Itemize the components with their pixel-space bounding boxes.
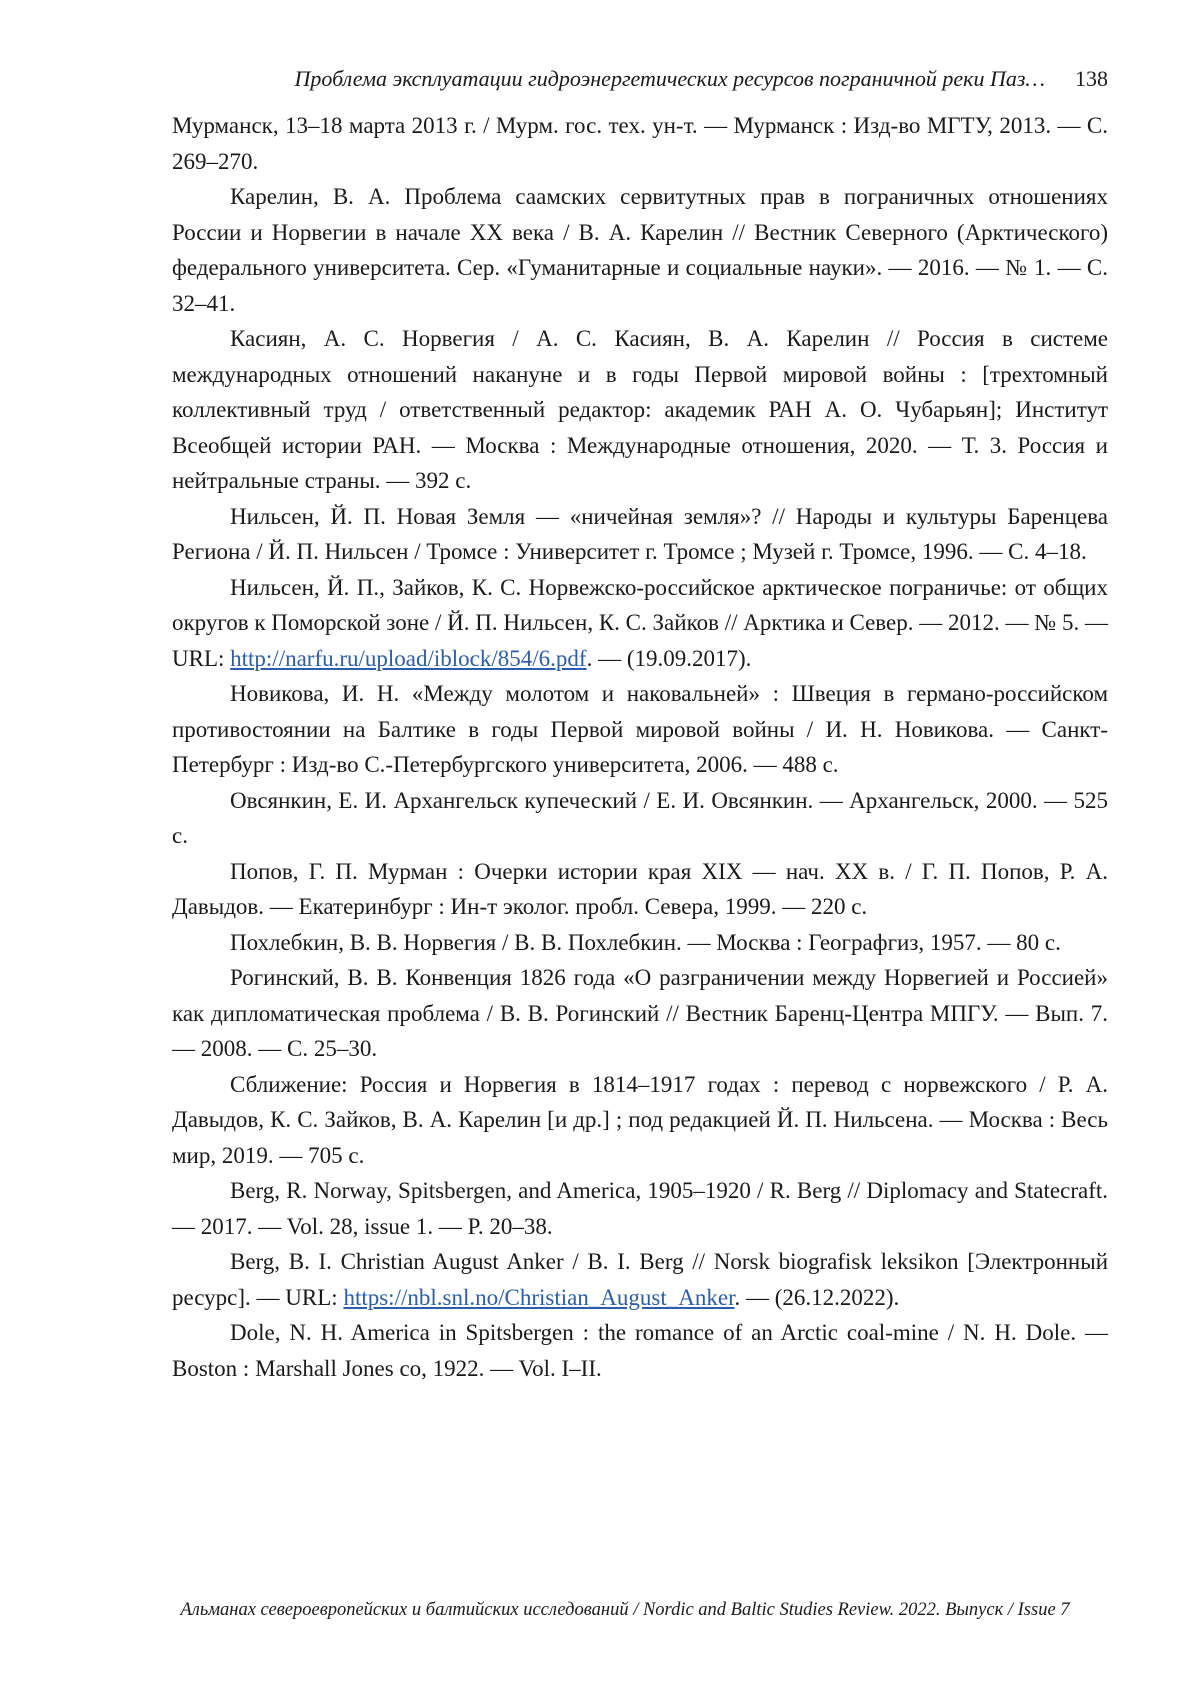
reference-text: . — (26.12.2022). — [734, 1284, 900, 1310]
reference-entry: Нильсен, Й. П. Новая Земля — «ничейная земля»? // Народы и культуры Баренцева Региона / Й. П. Нильсен / Тромсе : Университет г. Тромсе ; Музей г. Тромсе, 1996. — С. 4–18. — [172, 503, 1108, 564]
reference-entry: Мурманск, 13–18 марта 2013 г. / Мурм. гос. тех. ун-т. — Мурманск : Изд-во МГТУ, 2013. — С. 269–270. — [172, 113, 1108, 174]
reference-link[interactable]: https://nbl.snl.no/Christian_August_Anker — [343, 1284, 735, 1310]
reference-entry: Касиян, А. С. Норвегия / А. С. Касиян, В. А. Карелин // Россия в системе международных отношений накануне и в годы Первой мировой войны : [трехтомный коллективный труд / ответственный редактор: академик РАН А. О. Чубарьян]; Институт Всеобщей истории РАН. — Москва : Международные отношения, 2020. — Т. 3. Россия и нейтральные страны. — 392 с. — [172, 326, 1108, 493]
reference-entry: Dole, N. H. America in Spitsbergen : the romance of an Arctic coal-mine / N. H. Dole. — Boston : Marshall Jones co, 1922. — Vol. I–II. — [172, 1320, 1108, 1381]
reference-text: Berg, B. I. Christian August Anker / B. I. Berg // Norsk biografisk leksikon [Электронный ресурс]. — URL: — [172, 1249, 1108, 1310]
page-number: 138 — [1075, 66, 1108, 91]
reference-list — [172, 108, 1108, 1386]
reference-entry: Berg, R. Norway, Spitsbergen, and America, 1905–1920 / R. Berg // Diplomacy and Statecraft. — 2017. — Vol. 28, issue 1. — P. 20–38. — [172, 1178, 1108, 1239]
running-title: Проблема эксплуатации гидроэнергетических ресурсов пограничной реки Паз… — [294, 66, 1045, 91]
reference-link[interactable]: http://narfu.ru/upload/iblock/854/6.pdf — [230, 645, 587, 671]
reference-entry: Рогинский, В. В. Конвенция 1826 года «О разграничении между Норвегией и Россией» как дипломатическая проблема / В. В. Рогинский // Вестник Баренц-Центра МПГУ. — Вып. 7. — 2008. — С. 25–30. — [172, 965, 1108, 1061]
reference-entry: Сближение: Россия и Норвегия в 1814–1917 годах : перевод с норвежского / Р. А. Давыдов, К. С. Зайков, В. А. Карелин [и др.] ; под редакцией Й. П. Нильсена. — Москва : Весь мир, 2019. — 705 с. — [172, 1071, 1108, 1168]
reference-entry: Похлебкин, В. В. Норвегия / В. В. Похлебкин. — Москва : Географгиз, 1957. — 80 с. — [230, 929, 1061, 955]
journal-footer: Альманах североевропейских и балтийских исследований / Nordic and Baltic Studies Review. 2022. Выпуск / Issue 7 — [180, 1600, 1070, 1620]
reference-entry — [172, 1244, 1108, 1315]
reference-text: Нильсен, Й. П., Зайков, К. С. Норвежско-российское арктическое пограничье: от общих округов к Поморской зоне / Й. П. Нильсен, К. С. Зайков // Арктика и Север. — 2012. — № 5. — URL: — [172, 574, 1108, 671]
reference-entry: Карелин, В. А. Проблема саамских сервитутных прав в пограничных отношениях России и Норвегии в начале XX века / В. А. Карелин // Вестник Северного (Арктического) федерального университета. Сер. «Гуманитарные и социальные науки». — 2016. — № 1. — С. 32–41. — [172, 184, 1108, 316]
reference-entry — [172, 570, 1108, 677]
reference-text: . — (19.09.2017). — [586, 645, 752, 671]
running-header — [172, 66, 1108, 100]
reference-entry: Попов, Г. П. Мурман : Очерки истории края XIX — нач. XX в. / Г. П. Попов, Р. А. Давыдов. — Екатеринбург : Ин-т эколог. пробл. Севера, 1999. — 220 с. — [172, 858, 1108, 919]
reference-entry: Новикова, И. Н. «Между молотом и наковальней» : Швеция в германо-российском противостоянии на Балтике в годы Первой мировой войны / И. Н. Новикова. — Санкт-Петербург : Изд-во С.-Петербургского университета, 2006. — 488 с. — [172, 681, 1108, 777]
reference-entry: Овсянкин, Е. И. Архангельск купеческий / Е. И. Овсянкин. — Архангельск, 2000. — 525 с. — [172, 787, 1108, 848]
